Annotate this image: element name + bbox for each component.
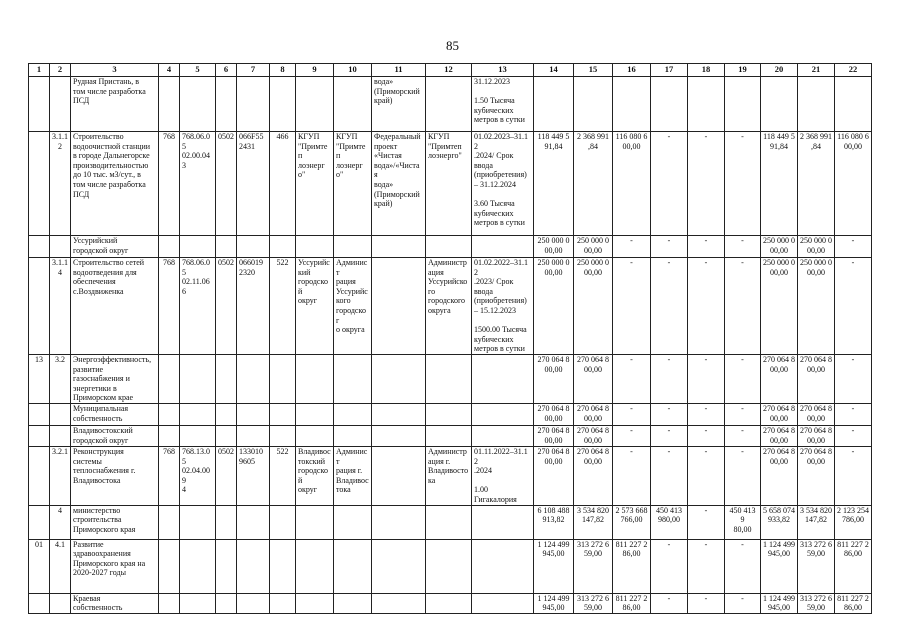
table-cell: 250 000 0 00,00 [534,236,574,258]
table-cell: 270 064 8 00,00 [574,403,613,425]
table-cell: 118 449 5 91,84 [761,132,798,236]
table-cell [216,77,237,132]
table-cell [50,403,71,425]
table-row [29,593,872,613]
table-cell [761,77,798,132]
table-cell: - [725,593,761,613]
table-cell [372,593,426,613]
table-cell [725,77,761,132]
table-cell: 3.1.14 [50,258,71,355]
table-cell: 270 064 8 00,00 [574,354,613,403]
table-cell: 466 [270,132,296,236]
table-cell: 1 124 499 945,00 [534,539,574,593]
table-cell [237,403,270,425]
table-cell: 768 [159,258,180,355]
header-row [29,64,872,77]
table-cell: - [688,425,725,446]
table-row [29,354,872,403]
table-cell: - [835,446,872,505]
table-cell: - [835,425,872,446]
table-row [29,505,872,539]
header-cell: 3 [71,64,159,77]
table-cell: 768.13.05 02.04.009 4 [180,446,216,505]
table-cell [296,77,334,132]
table-cell: 5 658 074 933,82 [761,505,798,539]
table-cell: Муниципальная собственность [71,403,159,425]
table-cell [270,77,296,132]
table-cell: 270 064 8 00,00 [798,446,835,505]
table-cell: 811 227 2 86,00 [835,539,872,593]
table-cell: - [688,354,725,403]
header-cell: 20 [761,64,798,77]
table-cell: - [688,446,725,505]
table-cell: 313 272 6 59,00 [574,539,613,593]
table-cell [296,593,334,613]
table-cell: 450 413 980,00 [651,505,688,539]
table-cell: 118 449 5 91,84 [534,132,574,236]
table-cell: 4.1 [50,539,71,593]
table-cell [29,505,50,539]
table-cell: - [651,446,688,505]
header-cell: 10 [334,64,372,77]
table-cell [159,593,180,613]
header-cell: 4 [159,64,180,77]
table-cell: 522 [270,446,296,505]
table-cell [426,403,472,425]
table-cell: Уссурийский городской округ [71,236,159,258]
table-cell: 0502 [216,132,237,236]
table-cell [159,505,180,539]
table-cell: - [725,403,761,425]
table-row [29,132,872,236]
table-cell [29,236,50,258]
table-cell [180,539,216,593]
table-cell [334,505,372,539]
table-cell: 250 000 0 00,00 [574,258,613,355]
table-cell [50,77,71,132]
table-cell [270,505,296,539]
table-cell: - [725,425,761,446]
table-cell: 4 [50,505,71,539]
table-cell: Строительство сетей водоотведения для обеспечения с.Воздвиженка [71,258,159,355]
table-cell: вода» (Приморский край) [372,77,426,132]
table-cell [296,539,334,593]
table-cell: - [688,505,725,539]
table-cell [334,593,372,613]
table-cell: КГУП "Примтеп лоэнерго" [334,132,372,236]
table-cell [29,446,50,505]
table-cell: - [725,236,761,258]
table-cell [237,77,270,132]
table-cell [372,354,426,403]
table-cell: 1 124 499 945,00 [761,539,798,593]
table-cell: 0502 [216,446,237,505]
table-cell [270,403,296,425]
table-cell [159,77,180,132]
header-cell: 13 [472,64,534,77]
table-cell [180,77,216,132]
table-cell: 13 [29,354,50,403]
table-cell [216,593,237,613]
table-cell: - [613,354,651,403]
table-cell [372,236,426,258]
header-cell: 19 [725,64,761,77]
table-row [29,236,872,258]
table-cell [426,505,472,539]
table-cell [296,354,334,403]
table-cell [426,425,472,446]
table-cell [334,354,372,403]
table-cell [472,593,534,613]
header-cell: 6 [216,64,237,77]
table-cell [574,77,613,132]
table-cell: - [725,132,761,236]
header-cell: 7 [237,64,270,77]
table-cell [472,505,534,539]
table-cell: Реконструкция системы теплоснабжения г. Владивостока [71,446,159,505]
header-cell: 2 [50,64,71,77]
table-row [29,539,872,593]
table-cell: Развитие здравоохранения Приморского края на 2020-2027 годы [71,539,159,593]
table-cell: Строительство водоочистной станции в городе Дальнегорске производительностью до 10 тыс. м3/сут., в том числе разработка ПСД [71,132,159,236]
table-cell [237,505,270,539]
table-cell: - [725,258,761,355]
table-cell [29,593,50,613]
header-cell: 18 [688,64,725,77]
table-cell: 3.2.1 [50,446,71,505]
table-cell [334,236,372,258]
table-cell: 313 272 6 59,00 [798,539,835,593]
table-cell: 313 272 6 59,00 [574,593,613,613]
table-cell: 250 000 0 00,00 [798,258,835,355]
table-cell: - [688,258,725,355]
table-cell: 066019 2320 [237,258,270,355]
table-cell [296,505,334,539]
table-cell: 270 064 8 00,00 [574,425,613,446]
table-cell: 31.12.2023 1.50 Тысяча кубических метров в сутки [472,77,534,132]
table-cell [334,403,372,425]
header-cell: 5 [180,64,216,77]
table-cell [613,77,651,132]
table-cell [237,354,270,403]
table-cell: - [651,593,688,613]
table-cell: 250 000 0 00,00 [761,258,798,355]
table-cell [472,236,534,258]
table-cell: КГУП "Примтеп лоэнерго" [296,132,334,236]
table-cell [426,539,472,593]
table-cell: 3.1.12 [50,132,71,236]
table-cell: 6 108 488 913,82 [534,505,574,539]
table-cell: - [613,446,651,505]
table-cell: - [613,403,651,425]
table-cell [180,505,216,539]
table-cell [372,505,426,539]
table-cell [50,593,71,613]
table-cell [372,425,426,446]
table-cell [29,258,50,355]
table-cell: 2 368 991 ,84 [574,132,613,236]
table-cell: 450 413 9 80,00 [725,505,761,539]
table-cell [426,236,472,258]
table-cell: Админист рация Уссурийс кого городског о округа [334,258,372,355]
table-cell [270,425,296,446]
table-cell: 250 000 0 00,00 [761,236,798,258]
header-cell: 9 [296,64,334,77]
table-cell: - [613,236,651,258]
table-cell [426,354,472,403]
table-cell: КГУП "Примтеп лоэнерго" [426,132,472,236]
table-cell [216,403,237,425]
table-cell: 270 064 8 00,00 [798,354,835,403]
table-cell: 768 [159,132,180,236]
header-cell: 1 [29,64,50,77]
table-cell: - [651,258,688,355]
header-cell: 16 [613,64,651,77]
table-cell: - [725,539,761,593]
table-cell [334,77,372,132]
table-cell: 250 000 0 00,00 [534,258,574,355]
table-cell: 3.2 [50,354,71,403]
table-cell: 2 573 668 766,00 [613,505,651,539]
table-cell: 811 227 2 86,00 [613,593,651,613]
table-cell [237,425,270,446]
table-cell: 811 227 2 86,00 [835,593,872,613]
table-cell: 0502 [216,258,237,355]
table-row [29,446,872,505]
table-cell: - [651,236,688,258]
table-cell [472,403,534,425]
table-cell: 522 [270,258,296,355]
table-cell: - [651,354,688,403]
table-cell [29,77,50,132]
table-cell [270,539,296,593]
table-cell [372,258,426,355]
table-cell: 066F55 2431 [237,132,270,236]
table-cell: 116 080 6 00,00 [613,132,651,236]
table-cell: 1 124 499 945,00 [761,593,798,613]
table-cell [237,539,270,593]
table-cell: - [651,425,688,446]
table-cell [180,403,216,425]
table-cell [270,354,296,403]
table-cell: - [613,258,651,355]
table-cell [270,593,296,613]
table-cell: Рудная Пристань, в том числе разработка ПСД [71,77,159,132]
table-row [29,258,872,355]
table-cell: Энергоэффективность, развитие газоснабжения и энергетики в Приморском крае [71,354,159,403]
header-cell: 15 [574,64,613,77]
table-cell: - [688,593,725,613]
table-cell: - [835,258,872,355]
table-cell: - [651,403,688,425]
table-cell: 01.02.2023–31.12 .2024/ Срок ввода (приобретения) – 31.12.2024 3.60 Тысяча кубических метров в сутки [472,132,534,236]
table-cell [159,425,180,446]
header-cell: 8 [270,64,296,77]
table-cell: 01 [29,539,50,593]
table-cell [50,236,71,258]
table-cell: 270 064 8 00,00 [761,446,798,505]
table-cell: Администр ация Уссурийско го городского округа [426,258,472,355]
table-cell [534,77,574,132]
table-cell [688,77,725,132]
table-cell: 811 227 2 86,00 [613,539,651,593]
table-cell: 3 534 820 147,82 [798,505,835,539]
table-cell [237,593,270,613]
table-cell: - [725,446,761,505]
table-cell [180,236,216,258]
table-cell [180,425,216,446]
header-cell: 14 [534,64,574,77]
table-cell [296,425,334,446]
table-cell [472,425,534,446]
table-cell: 768 [159,446,180,505]
table-cell: 270 064 8 00,00 [761,354,798,403]
table-cell: - [688,132,725,236]
table-cell [216,505,237,539]
table-cell [159,354,180,403]
table-cell [270,236,296,258]
table-cell [798,77,835,132]
table-row [29,77,872,132]
table-cell: Владивос токский городской округ [296,446,334,505]
table-cell: 270 064 8 00,00 [534,446,574,505]
header-cell: 11 [372,64,426,77]
table-cell: - [651,132,688,236]
table-cell: 270 064 8 00,00 [798,425,835,446]
table-cell: 768.06.05 02.11.066 [180,258,216,355]
table-cell [372,539,426,593]
table-cell: 270 064 8 00,00 [534,425,574,446]
table-cell [29,425,50,446]
table-cell [372,403,426,425]
table-cell: 270 064 8 00,00 [761,425,798,446]
table-cell [372,446,426,505]
table-cell [472,354,534,403]
table-cell: 768.06.05 02.00.043 [180,132,216,236]
table-cell: - [835,236,872,258]
table-cell: 01.02.2022–31.12 .2023/ Срок ввода (приобретения) – 15.12.2023 1500.00 Тысяча кубических метров в сутки [472,258,534,355]
table-cell [651,77,688,132]
table-cell [50,425,71,446]
table-cell [216,354,237,403]
table-cell [835,77,872,132]
table-cell: 116 080 6 00,00 [835,132,872,236]
table-cell: Администр ация г. Владивосто ка [426,446,472,505]
table-cell: Краевая собственность [71,593,159,613]
table-cell: 313 272 6 59,00 [798,593,835,613]
table-cell [426,77,472,132]
table-cell [216,425,237,446]
table-row [29,425,872,446]
table-cell [472,539,534,593]
header-cell: 22 [835,64,872,77]
table-cell: - [725,354,761,403]
table-cell [159,236,180,258]
table-cell: 3 534 820 147,82 [574,505,613,539]
table-cell: 270 064 8 00,00 [534,403,574,425]
table-cell: 270 064 8 00,00 [798,403,835,425]
header-cell: 17 [651,64,688,77]
table-cell: - [688,403,725,425]
table-cell [159,539,180,593]
table-cell: Уссурийс кий городской округ [296,258,334,355]
table-cell: Федеральный проект «Чистая вода»/«Чистая вода» (Приморский край) [372,132,426,236]
table-cell: 1 124 499 945,00 [534,593,574,613]
table-cell: - [688,539,725,593]
table-cell: - [835,354,872,403]
table-cell: Владивостокский городской округ [71,425,159,446]
table-cell: 133010 9605 [237,446,270,505]
table-cell [180,593,216,613]
page-number: 85 [446,38,459,53]
table-cell: - [835,403,872,425]
table-cell [216,539,237,593]
table-cell [334,539,372,593]
table-cell [296,403,334,425]
table-cell: 270 064 8 00,00 [761,403,798,425]
table-body [29,64,872,614]
table-cell [29,403,50,425]
table-cell: Админист рация г. Владивос тока [334,446,372,505]
table-row [29,403,872,425]
table-cell [216,236,237,258]
budget-table [28,63,872,614]
header-cell: 21 [798,64,835,77]
table-cell: 250 000 0 00,00 [574,236,613,258]
table-cell: 2 368 991 ,84 [798,132,835,236]
table-cell: 250 000 0 00,00 [798,236,835,258]
table-cell [180,354,216,403]
table-cell: 01.11.2022–31.12 .2024 1.00 Гигакалория [472,446,534,505]
table-cell: - [613,425,651,446]
table-cell [159,403,180,425]
table-cell: - [688,236,725,258]
table-cell [29,132,50,236]
table-cell [426,593,472,613]
table-cell [334,425,372,446]
table-cell: 2 123 254 786,00 [835,505,872,539]
table-cell [237,236,270,258]
table-cell: - [651,539,688,593]
table-cell [296,236,334,258]
table-cell: 270 064 8 00,00 [574,446,613,505]
header-cell: 12 [426,64,472,77]
table-cell: министерство строительства Приморского края [71,505,159,539]
table-cell: 270 064 8 00,00 [534,354,574,403]
